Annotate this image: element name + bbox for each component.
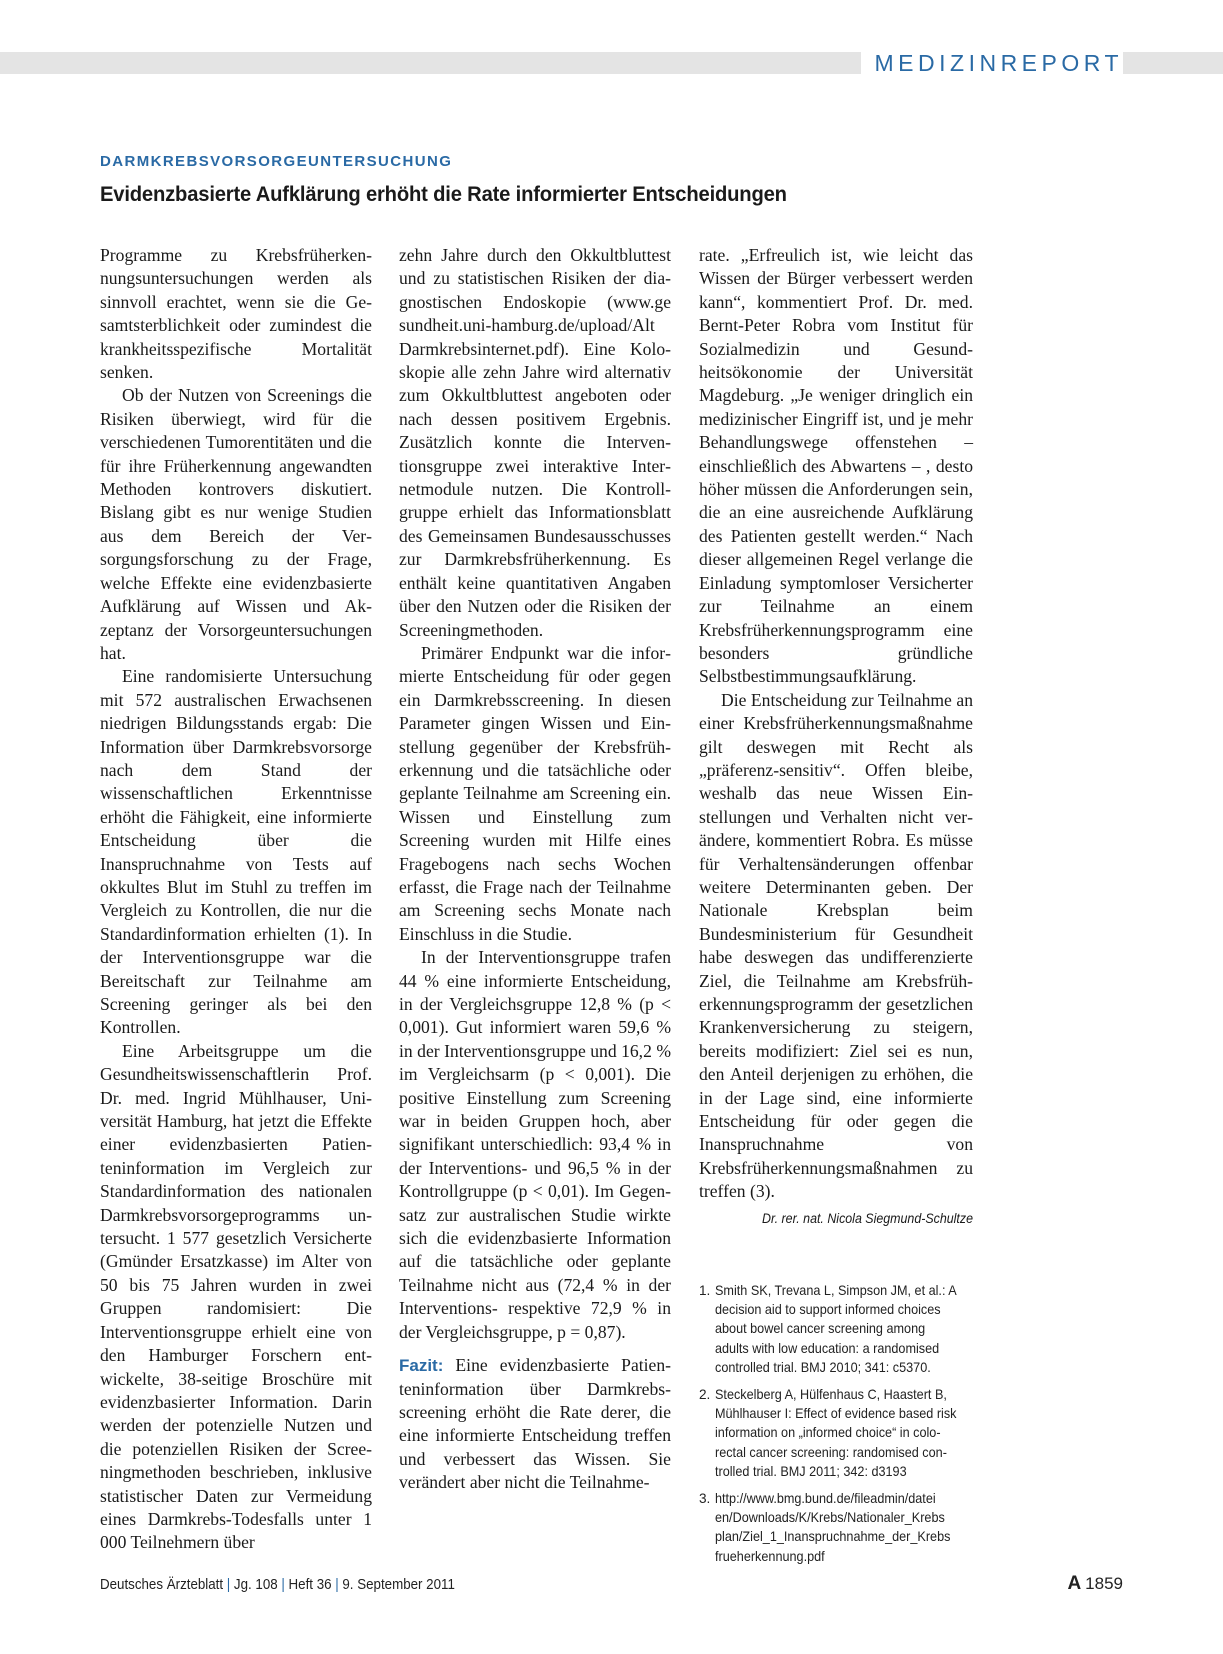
paragraph: Programme zu Krebsfrüherkennungsuntersuchungen werden als sinnvoll erachtet, wenn sie die Gesamtsterblichkeit oder zumindest die krankheitsspezifische Mortalität senken. — [100, 245, 372, 383]
journal-issue: Heft 36 — [288, 1577, 332, 1593]
text-column-2 — [399, 244, 671, 1495]
separator: | — [226, 1577, 231, 1593]
text-column-3 — [699, 244, 973, 1230]
journal-date: 9. September 2011 — [342, 1577, 455, 1593]
page-number — [1067, 1573, 1123, 1595]
reference-item — [699, 1489, 979, 1566]
fazit-text: Eine evidenzbasierte Patienteninformation über Darmkrebsscreening erhöht die Rate derer, die eine informierte Entscheidung treffen und verbessert das Wissen. Sie verändert aber nicht die Teilnahme- — [399, 1355, 671, 1493]
paragraph: Primärer Endpunkt war die informierte Entscheidung für oder gegen ein Darmkrebsscreening. In diesen Parameter gingen Wissen und Einstellung gegenüber der Krebsfrüherkennung und die tatsächliche oder geplante Teilnahme am Screening ein. Wissen und Einstellung zum Screening wurden mit Hilfe eines Fragebogens nach sechs Wochen erfasst, die Frage nach der Teilnahme am Screening sechs Monate nach Einschluss in die Studie. — [399, 642, 671, 944]
references-list — [699, 1281, 979, 1574]
author-byline: Dr. rer. nat. Nicola Siegmund-Schultze — [762, 1210, 973, 1226]
reference-item — [699, 1385, 979, 1481]
fazit-paragraph — [399, 1354, 671, 1494]
paragraph: zehn Jahre durch den Okkultbluttest und zu statistischen Risiken der diagnostischen Endoskopie (www.ge sundheit.uni-hamburg.de/upload/Alt Darmkrebsinternet.pdf). Eine Koloskopie alle zehn Jahre wird alternativ zum Okkultbluttest angeboten oder nach dessen positivem Ergebnis. Zusätzlich konnte die Interventionsgruppe zwei interaktive Internetmodule nutzen. Die Kontrollgruppe erhielt das Informationsblatt des Gemeinsamen Bundesausschusses zur Darmkrebsfrüherkennung. Es enthält keine quantitativen Angaben über den Nutzen oder die Risiken der Screeningmethoden. — [399, 245, 671, 640]
paragraph: Eine randomisierte Untersuchung mit 572 australischen Erwachsenen niedrigen Bildungsstands ergab: Die Information über Darmkrebsvorsorge nach dem Stand der wissenschaftlichen Erkenntnisse erhöht die Fähigkeit, eine informierte Entscheidung über die Inanspruchnahme von Tests auf okkultes Blut im Stuhl zu treffen im Vergleich zu Kontrollen, die nur die Standardinformation erhielten (1). In der Interventionsgruppe war die Bereitschaft zur Teilnahme am Screening geringer als bei den Kontrollen. — [100, 666, 372, 1038]
journal-name: Deutsches Ärzteblatt — [100, 1577, 224, 1593]
reference-number: 2. — [699, 1387, 711, 1403]
reference-number: 1. — [699, 1283, 711, 1298]
page-number-value: 1859 — [1085, 1574, 1123, 1593]
reference-text: Steckelberg A, Hülfenhaus C, Haastert B, Mühlhauser I: Effect of evidence based risk information on „informed choice“ in colorectal cancer screening: randomised controlled trial. BMJ 2011; 342: d3193 — [715, 1387, 957, 1479]
page-letter: A — [1067, 1573, 1082, 1594]
paragraph: In der Interventionsgruppe trafen 44 % eine informierte Entscheidung, in der Vergleichsgruppe 12,8 % (p < 0,001). Gut informiert waren 59,6 % in der Interventionsgruppe und 16,2 % im Vergleichsarm (p < 0,001). Die positive Einstellung zum Screening war in beiden Gruppen hoch, aber signifikant unterschiedlich: 93,4 % in der Interventions- und 96,5 % in der Kontrollgruppe (p < 0,01). Im Gegensatz zur australischen Studie wirkte sich die evidenzbasierte Information auf die tatsächliche oder geplante Teilnahme nicht aus (72,4 % in der Interventions- respektive 72,9 % in der Vergleichsgruppe, p = 0,87). — [399, 947, 671, 1342]
reference-item — [699, 1281, 979, 1377]
text-column-1 — [100, 244, 372, 1555]
paragraph: rate. „Erfreulich ist, wie leicht das Wissen der Bürger verbessert werden kann“, kommentiert Prof. Dr. med. Bernt-Peter Robra vom Institut für Sozialmedizin und Gesundheitsökonomie der Universität Magdeburg. „Je weniger dringlich ein medizinischer Eingriff ist, und je mehr Behandlungswege offenstehen – einschließlich des Abwartens – , desto höher müssen die Anforderungen sein, die an eine ausreichende Aufklärung des Patienten gestellt werden.“ Nach dieser allgemeinen Regel verlange die Einladung symptomloser Versicherter zur Teilnahme an einem Krebsfrüherkennungsprogramm eine besonders gründliche Selbstbestimmungsaufklärung. — [699, 245, 973, 687]
reference-number: 3. — [699, 1491, 711, 1507]
paragraph: Eine Arbeitsgruppe um die Gesundheitswissenschaftlerin Prof. Dr. med. Ingrid Mühlhauser, Universität Hamburg, hat jetzt die Effekte einer evidenzbasierten Patienteninformation im Vergleich zur Standardinformation des nationalen Darmkrebsvorsorgeprogramms untersucht. 1 577 gesetzlich Versicherte (Gmünder Ersatzkasse) im Alter von 50 bis 75 Jahren wurden in zwei Gruppen randomisiert: Die Interventionsgruppe erhielt eine von den Hamburger Forschern entwickelte, 38-seitige Broschüre mit evidenzbasierter Information. Darin werden der potenzielle Nutzen und die potenziellen Risiken der Screeningmethoden beschrieben, inklusive statistischer Daten zur Vermeidung eines Darmkrebs-Todesfalls unter 1 000 Teilnehmern über — [100, 1040, 372, 1553]
reference-text: Smith SK, Trevana L, Simpson JM, et al.: A decision aid to support informed choices about bowel cancer screening among adults with low education: a randomised controlled trial. BMJ 2010; 341: c5370. — [715, 1283, 957, 1375]
section-label: MEDIZINREPORT — [861, 48, 1123, 78]
article-kicker: DARMKREBSVORSORGEUNTERSUCHUNG — [100, 153, 453, 170]
fazit-label: Fazit: — [399, 1356, 444, 1376]
separator: | — [335, 1577, 339, 1593]
paragraph: Die Entscheidung zur Teilnahme an einer Krebsfrüherkennungsmaßnahme gilt deswegen mit Recht als „präferenz-sensitiv“. Offen bleibe, weshalb das neue Wissen Einstellungen und Verhalten nicht verändere, kommentiert Robra. Es müsse für Verhaltensänderungen offenbar weitere Determinanten geben. Der Nationale Krebsplan beim Bundesministerium für Gesundheit habe deswegen das undifferenzierte Ziel, die Teilnahme am Krebsfrüherkennungsprogramm der gesetzlichen Krankenversicherung zu steigern, bereits modifiziert: Ziel sei es nun, den Anteil derjenigen zu erhöhen, die in der Lage sind, eine informierte Entscheidung für oder gegen die Inanspruchnahme von Krebsfrüherkennungsmaßnahmen zu treffen (3). — [699, 689, 973, 1202]
paragraph: Ob der Nutzen von Screenings die Risiken überwiegt, wird für die verschiedenen Tumorentitäten und die für ihre Früherkennung angewandten Methoden kontrovers diskutiert. Bislang gibt es nur wenige Studien aus dem Bereich der Versorgungsforschung zu der Frage, welche Effekte eine evidenzbasierte Aufklärung auf Wissen und Akzeptanz der Vorsorgeuntersuchungen hat. — [100, 385, 372, 663]
footer-citation — [100, 1577, 455, 1593]
journal-volume: Jg. 108 — [233, 1577, 278, 1593]
separator: | — [281, 1577, 285, 1593]
reference-text: http://www.bmg.bund.de/fileadmin/datei en/Downloads/K/Krebs/Nationaler_Krebs plan/Ziel_1_Inanspruchnahme_der_Krebs frueherkennung.pdf — [715, 1491, 951, 1564]
article-title: Evidenzbasierte Aufklärung erhöht die Rate informierter Entscheidungen — [100, 182, 787, 206]
